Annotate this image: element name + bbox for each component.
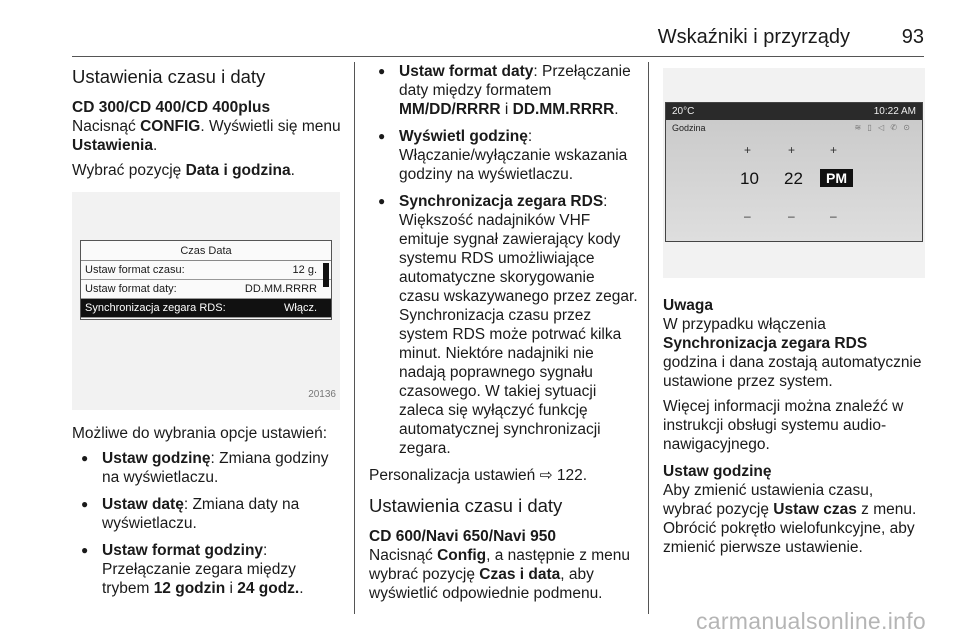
temperature: 20°C <box>672 106 695 117</box>
figure-date-time-menu <box>72 192 340 410</box>
list-item: ● Ustaw format godziny: Przełączanie zegara między trybem 12 godzin i 24 godz.. <box>72 541 342 598</box>
paragraph: Nacisnąć CONFIG. Wyświetli się menu Ustawienia. <box>72 118 341 154</box>
status-icons: ≋ ▯ ◁ ✆ ⊙ <box>854 123 912 132</box>
minus-icon: – <box>830 209 837 223</box>
page-number: 93 <box>901 26 924 48</box>
screen-title: Czas Data <box>81 241 331 261</box>
column-divider <box>354 62 355 614</box>
screen-label: Godzina <box>672 123 706 133</box>
header-title: Wskaźniki i przyrządy <box>657 26 850 48</box>
paragraph: Możliwe do wybrania opcje ustawień: <box>72 425 328 442</box>
menu-row-selected: Synchronizacja zegara RDS: Włącz. <box>81 299 331 318</box>
bullet-list <box>369 62 639 458</box>
plus-icon: + <box>830 143 838 157</box>
watermark: carmanualsonline.info <box>695 608 926 634</box>
section-heading: Ustawienia czasu i daty <box>369 495 563 516</box>
bullet-list <box>72 449 342 598</box>
screen-subbar <box>666 120 922 136</box>
paragraph: Więcej informacji można znaleźć w instrukcji obsługi systemu audio-nawigacyjnego. <box>663 398 904 453</box>
section-heading: Ustawienia czasu i daty <box>72 66 266 87</box>
list-item: ● Ustaw datę: Zmiana daty na wyświetlaczu. <box>72 495 342 533</box>
section-subheading: Ustaw godzinę <box>663 463 772 480</box>
note-box <box>663 296 925 454</box>
minute-value: 22 <box>784 169 803 188</box>
scrollbar <box>323 263 329 287</box>
paragraph: Nacisnąć Config, a następnie z menu wybrać pozycję Czas i data, aby wyświetlić odpowiednie podmenu. <box>369 547 631 602</box>
plus-icon: + <box>744 143 752 157</box>
hour-value: 10 <box>740 169 759 188</box>
figure-clock-setting <box>663 68 925 278</box>
section-subheading: CD 600/Navi 650/Navi 950 <box>369 528 556 545</box>
paragraph: Wybrać pozycję Data i godzina. <box>72 162 295 179</box>
status-bar <box>666 103 922 120</box>
menu-row: Ustaw format czasu: 12 g. <box>81 261 331 280</box>
column-2 <box>369 62 639 609</box>
paragraph: Aby zmienić ustawienia czasu, wybrać pozycję Ustaw czas z menu. Obrócić pokrętło wielofunkcyjne, aby zmienić pierwsze ustawienie. <box>663 482 917 556</box>
minus-icon: – <box>744 209 751 223</box>
clock: 10:22 AM <box>873 106 916 117</box>
section-subheading: CD 300/CD 400/CD 400plus <box>72 99 271 116</box>
note-title: Uwaga <box>663 297 713 314</box>
list-item: ● Ustaw format daty: Przełączanie daty między formatem MM/DD/RRRR i DD.MM.RRRR. <box>369 62 639 119</box>
list-item: ● Synchronizacja zegara RDS: Większość nadajników VHF emituje sygnał zawierający kody systemu RDS umożliwiające automatyczne skorygowanie czasu wskazywanego przez zegar. Synchronizacja czasu przez system RDS może potrwać kilka minut. Niektóre nadajniki nie nadają poprawnego sygnału czasowego. W takiej sytuacji zaleca się wyłączyć funkcję automatycznej synchronizacji zegara. <box>369 192 639 458</box>
list-item: ● Ustaw godzinę: Zmiana godziny na wyświetlaczu. <box>72 449 342 487</box>
ampm-value: PM <box>820 169 853 187</box>
list-item: ● Wyświetl godzinę: Włączanie/wyłączanie wskazania godziny na wyświetlaczu. <box>369 127 639 184</box>
page-header <box>72 28 924 52</box>
image-id: 20136 <box>308 389 336 400</box>
header-divider <box>72 56 924 57</box>
cross-reference: Personalizacja ustawień ⇨ 122. <box>369 467 588 484</box>
display-screen <box>665 102 923 242</box>
paragraph: W przypadku włączenia Synchronizacja zegara RDS godzina i dana zostają automatycznie ustawione przez system. <box>663 316 922 390</box>
plus-icon: + <box>788 143 796 157</box>
display-screen <box>80 240 332 320</box>
menu-row: Ustaw format daty: DD.MM.RRRR <box>81 280 331 299</box>
column-3 <box>663 62 925 563</box>
minus-icon: – <box>788 209 795 223</box>
column-1 <box>72 62 342 606</box>
column-divider <box>648 62 649 614</box>
